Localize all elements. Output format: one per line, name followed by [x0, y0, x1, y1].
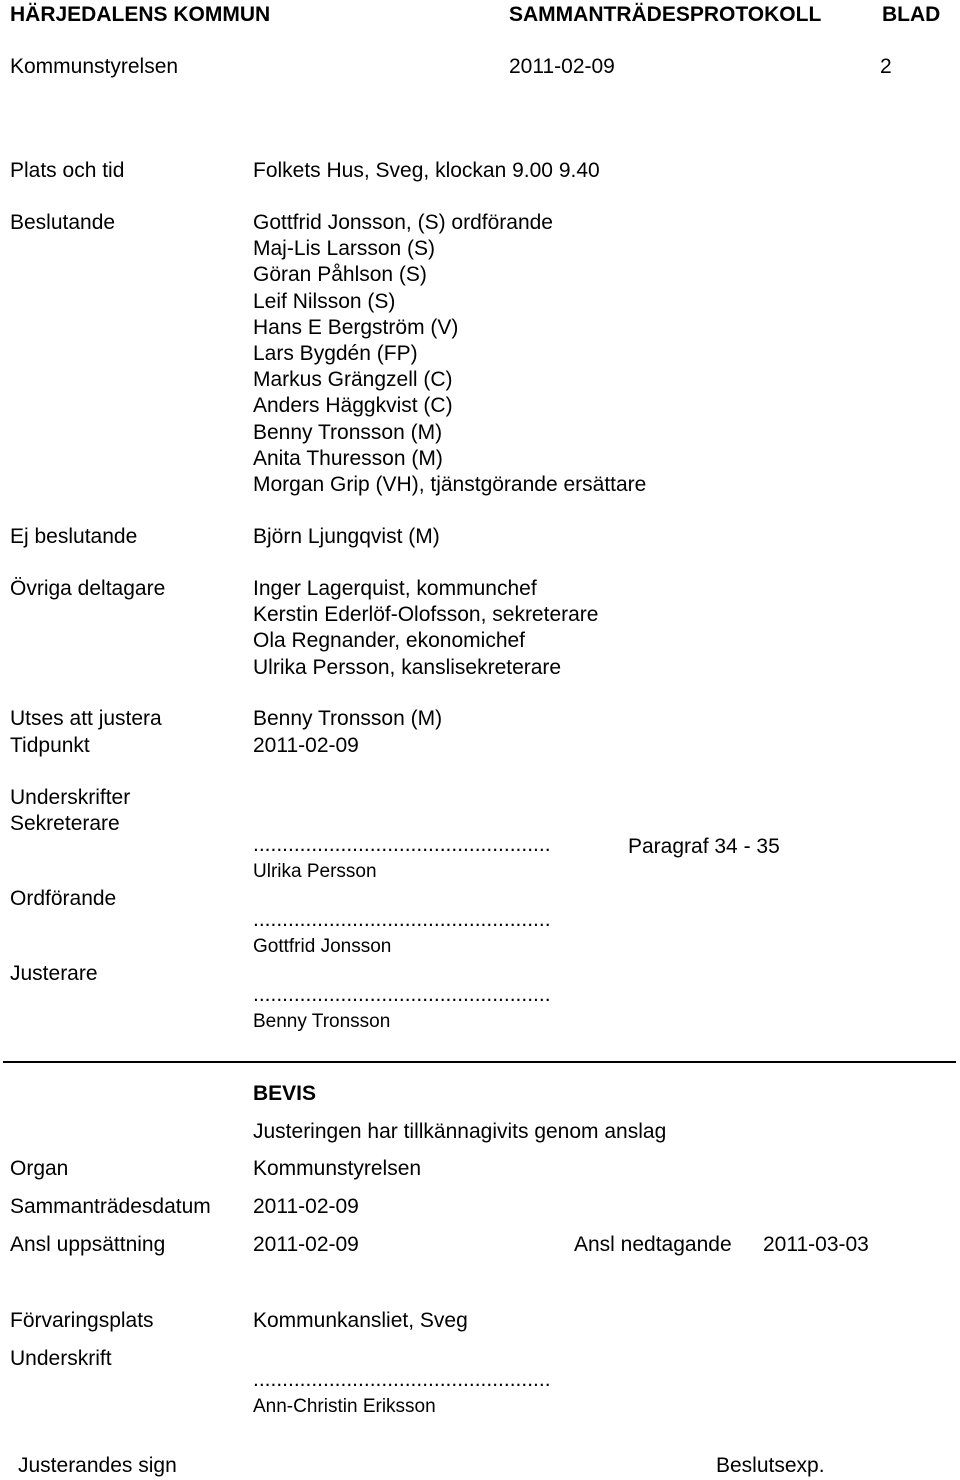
adjuster-value: Benny Tronsson (M) [253, 707, 443, 730]
organ-label: Organ [10, 1157, 69, 1180]
list-item: Gottfrid Jonsson, (S) ordförande [253, 211, 553, 234]
section-divider [3, 1061, 956, 1063]
removal-label: Ansl nedtagande [574, 1233, 732, 1256]
list-item: Maj-Lis Larsson (S) [253, 237, 436, 261]
secretary-name: Ulrika Persson [253, 861, 377, 882]
removal-date: 2011-03-03 [763, 1233, 869, 1256]
signer-name: Ann-Christin Eriksson [253, 1396, 436, 1417]
list-item: Leif Nilsson (S) [253, 289, 396, 313]
meeting-date: 2011-02-09 [509, 55, 615, 78]
posting-date: 2011-02-09 [253, 1233, 359, 1256]
signature-label: Underskrift [10, 1347, 112, 1370]
non-deciding-label: Ej beslutande [10, 525, 138, 548]
deciding-label: Beslutande [10, 211, 116, 234]
paragraph-range: Paragraf 34 - 35 [628, 835, 780, 858]
storage-label: Förvaringsplats [10, 1309, 154, 1332]
chair-label: Ordförande [10, 887, 117, 910]
others-label: Övriga deltagare [10, 577, 166, 600]
list-item: Morgan Grip (VH), tjänstgörande ersättare [253, 473, 647, 497]
list-item: Kerstin Ederlöf-Olofsson, sekreterare [253, 603, 599, 627]
list-item: Anita Thuresson (M) [253, 446, 443, 470]
document-type: SAMMANTRÄDESPROTOKOLL [509, 3, 822, 26]
meeting-date-value: 2011-02-09 [253, 1195, 359, 1218]
time-label: Tidpunkt [10, 734, 90, 757]
committee-name: Kommunstyrelsen [10, 55, 179, 78]
adjuster-name: Benny Tronsson [253, 1011, 391, 1032]
list-item: Markus Grängzell (C) [253, 368, 453, 392]
place-label: Plats och tid [10, 159, 125, 182]
list-item: Göran Påhlson (S) [253, 263, 427, 287]
footer-decision-copy: Beslutsexp. [716, 1454, 825, 1477]
footer-adjuster-sign: Justerandes sign [18, 1454, 177, 1477]
organ-value: Kommunstyrelsen [253, 1157, 422, 1180]
bevis-statement: Justeringen har tillkännagivits genom anslag [253, 1120, 667, 1143]
posting-label: Ansl uppsättning [10, 1233, 166, 1256]
adjuster-signature-label: Justerare [10, 962, 98, 985]
page-number: 2 [880, 55, 892, 78]
chair-name: Gottfrid Jonsson [253, 936, 392, 957]
list-item: Lars Bygdén (FP) [253, 342, 418, 366]
list-item: Ulrika Persson, kanslisekreterare [253, 655, 562, 679]
place-value: Folkets Hus, Sveg, klockan 9.00 9.40 [253, 159, 600, 182]
adjuster-label: Utses att justera [10, 707, 162, 730]
non-deciding-value: Björn Ljungqvist (M) [253, 525, 440, 548]
list-item: Inger Lagerquist, kommunchef [253, 577, 537, 600]
org-name: HÄRJEDALENS KOMMUN [10, 3, 271, 26]
blad-label: BLAD [882, 3, 941, 26]
list-item: Benny Tronsson (M) [253, 420, 443, 444]
storage-value: Kommunkansliet, Sveg [253, 1309, 468, 1332]
secretary-label: Sekreterare [10, 812, 120, 835]
list-item: Anders Häggkvist (C) [253, 394, 453, 418]
time-value: 2011-02-09 [253, 734, 359, 757]
signature-line: ................................................... [253, 983, 551, 1006]
list-item: Hans E Bergström (V) [253, 315, 459, 339]
bevis-title: BEVIS [253, 1082, 317, 1105]
meeting-date-label: Sammanträdesdatum [10, 1195, 211, 1218]
list-item: Ola Regnander, ekonomichef [253, 629, 526, 653]
signature-line: ................................................... [253, 833, 551, 856]
signature-line: ................................................... [253, 1368, 551, 1391]
deciding-list [253, 210, 646, 498]
others-list [253, 576, 598, 681]
signature-line: ................................................... [253, 908, 551, 931]
signatures-heading: Underskrifter [10, 786, 131, 809]
